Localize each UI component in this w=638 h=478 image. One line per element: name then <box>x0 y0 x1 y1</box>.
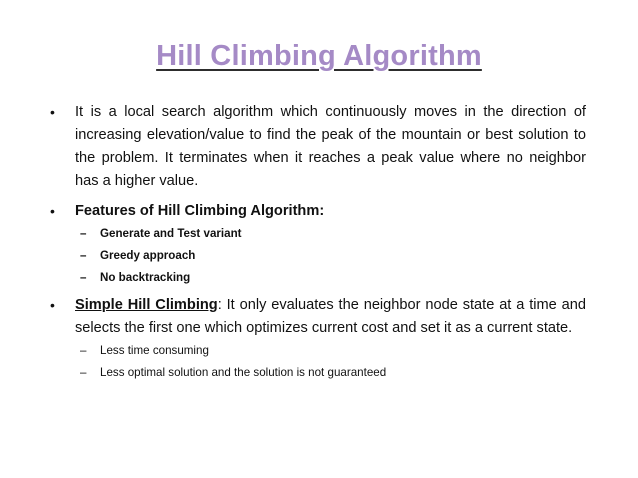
bullet-text: Features of Hill Climbing Algorithm: <box>75 203 325 219</box>
sub-dash: – <box>80 344 87 357</box>
bullet-dot: • <box>50 297 55 313</box>
sub-item <box>46 340 586 362</box>
sub-item <box>46 223 586 245</box>
sub-item-text: Generate and Test variant <box>100 227 242 240</box>
sub-item-text: Greedy approach <box>100 249 196 262</box>
bullet-label: Simple Hill Climbing <box>75 297 218 313</box>
bullet-local-search <box>46 101 586 193</box>
sub-item-text: No backtracking <box>100 271 191 284</box>
sub-item-text: Less time consuming <box>100 344 209 357</box>
bullet-simple-hill-climbing <box>46 294 586 340</box>
bullet-text: It is a local search algorithm which continuously moves in the direction of increasing elevation/value to find the peak of the mountain or best solution to the problem. It terminates when it reaches a peak value where no neighbor has a higher value. <box>75 104 586 189</box>
sub-item-text: Less optimal solution and the solution is not guaranteed <box>100 366 387 379</box>
sub-dash: – <box>80 227 87 240</box>
slide-title: Hill Climbing Algorithm <box>156 40 482 72</box>
sub-item <box>46 267 586 289</box>
features-sublist <box>46 223 586 289</box>
sub-dash: – <box>80 271 87 284</box>
bullet-features <box>46 200 586 223</box>
sub-dash: – <box>80 366 87 379</box>
bullet-text: : It only evaluates the neighbor node state at a time and selects the first one which optimizes current cost and set it as a current state. <box>75 297 586 336</box>
sub-item <box>46 362 586 384</box>
simple-hill-sublist <box>46 340 586 384</box>
bullet-dot: • <box>50 203 55 219</box>
sub-dash: – <box>80 249 87 262</box>
slide-body <box>46 101 586 384</box>
bullet-dot: • <box>50 104 55 120</box>
sub-item <box>46 245 586 267</box>
